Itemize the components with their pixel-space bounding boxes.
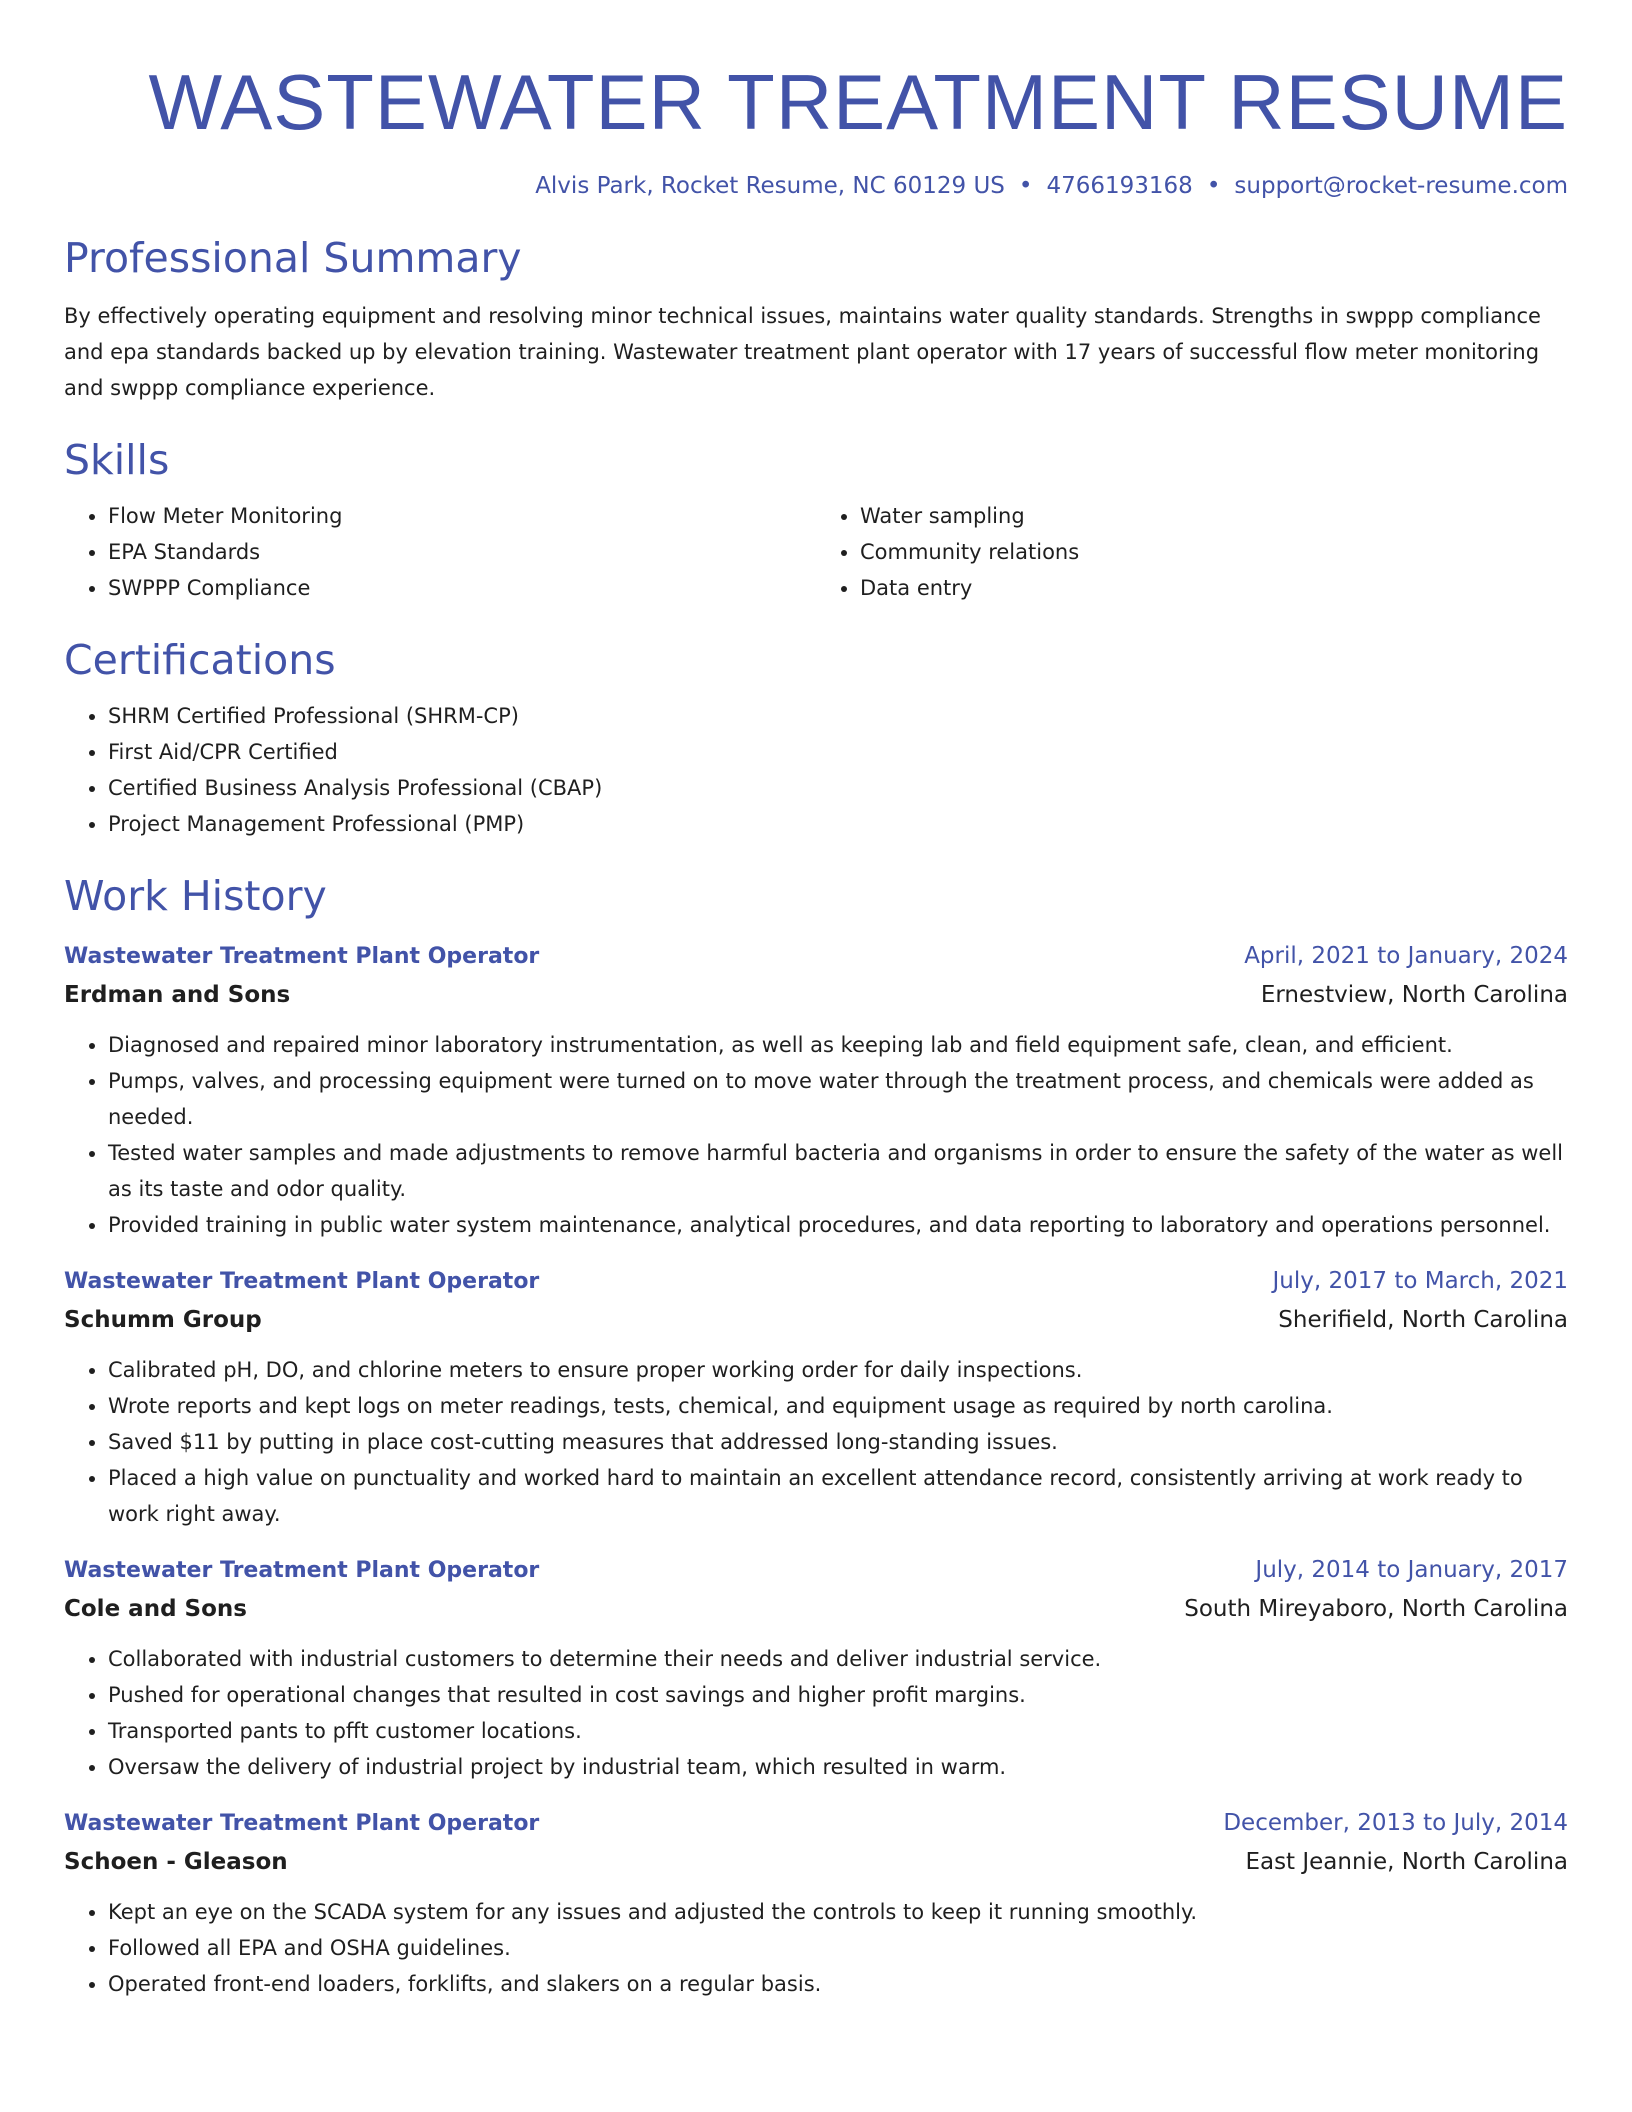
certifications-heading: Certifications	[64, 636, 336, 684]
job-dates: April, 2021 to January, 2024	[1244, 943, 1568, 969]
job-dates: July, 2014 to January, 2017	[1255, 1557, 1568, 1583]
job-title: Wastewater Treatment Plant Operator	[64, 1558, 540, 1583]
job-title: Wastewater Treatment Plant Operator	[64, 1811, 540, 1836]
contact-email: support@rocket-resume.com	[1234, 173, 1568, 199]
skill-item: • Data entry	[860, 570, 1568, 606]
skills-heading: Skills	[64, 436, 170, 484]
job-entry	[64, 1805, 1568, 2002]
skills-columns	[64, 498, 1568, 606]
job-bullets	[64, 1027, 1568, 1243]
job-location: East Jeannie, North Carolina	[1245, 1849, 1568, 1875]
job-location: South Mireyaboro, North Carolina	[1184, 1596, 1568, 1622]
job-bullet: • Collaborated with industrial customers to determine their needs and deliver industrial service.	[108, 1641, 1568, 1677]
job-bullet: • Provided training in public water system maintenance, analytical procedures, and data reporting to laboratory and operations personnel.	[108, 1207, 1568, 1243]
job-bullet: • Operated front-end loaders, forklifts, and slakers on a regular basis.	[108, 1966, 1568, 2002]
job-bullet: • Wrote reports and kept logs on meter readings, tests, chemical, and equipment usage as required by north carolina.	[108, 1388, 1568, 1424]
summary-text: By effectively operating equipment and resolving minor technical issues, maintains water quality standards. Strengths in swppp compliance and epa standards backed up by elevation training. Wastewater treatment plant operator with 17 years of successful flow meter monitoring and swppp compliance experience.	[64, 304, 1541, 400]
contact-address: Alvis Park, Rocket Resume, NC 60129 US	[535, 173, 1005, 199]
certification-item: • SHRM Certified Professional (SHRM-CP)	[108, 698, 1568, 734]
job-bullet: • Oversaw the delivery of industrial project by industrial team, which resulted in warm.	[108, 1749, 1568, 1785]
skill-item: • EPA Standards	[108, 534, 816, 570]
certification-item: • Certified Business Analysis Professional (CBAP)	[108, 770, 1568, 806]
contact-separator: •	[1206, 173, 1221, 199]
job-title: Wastewater Treatment Plant Operator	[64, 944, 540, 969]
job-bullets	[64, 1641, 1568, 1785]
job-location: Sherifield, North Carolina	[1278, 1307, 1568, 1333]
skills-right-list	[816, 498, 1568, 606]
work-history-heading: Work History	[64, 872, 327, 920]
job-company: Erdman and Sons	[64, 982, 291, 1008]
contact-line	[64, 170, 1568, 202]
skills-left-list	[64, 498, 816, 606]
job-company: Schumm Group	[64, 1307, 262, 1333]
job-bullets	[64, 1894, 1568, 2002]
certification-item: • First Aid/CPR Certified	[108, 734, 1568, 770]
skill-item: • Community relations	[860, 534, 1568, 570]
job-bullet: • Pumps, valves, and processing equipment were turned on to move water through the treatment process, and chemicals were added as needed.	[108, 1063, 1568, 1135]
job-company: Schoen - Gleason	[64, 1849, 288, 1875]
job-bullet: • Saved $11 by putting in place cost-cutting measures that addressed long-standing issues.	[108, 1424, 1568, 1460]
job-bullet: • Transported pants to pfft customer locations.	[108, 1713, 1568, 1749]
skill-item: • Flow Meter Monitoring	[108, 498, 816, 534]
job-bullet: • Diagnosed and repaired minor laboratory instrumentation, as well as keeping lab and field equipment safe, clean, and efficient.	[108, 1027, 1568, 1063]
certifications-list	[64, 698, 1568, 842]
summary-heading: Professional Summary	[64, 234, 522, 282]
job-title: Wastewater Treatment Plant Operator	[64, 1269, 540, 1294]
contact-separator: •	[1018, 173, 1033, 199]
job-company: Cole and Sons	[64, 1596, 247, 1622]
skill-item: • SWPPP Compliance	[108, 570, 816, 606]
job-dates: December, 2013 to July, 2014	[1223, 1810, 1568, 1836]
job-bullet: • Calibrated pH, DO, and chlorine meters to ensure proper working order for daily inspections.	[108, 1352, 1568, 1388]
job-entry	[64, 938, 1568, 1243]
job-bullet: • Kept an eye on the SCADA system for any issues and adjusted the controls to keep it running smoothly.	[108, 1894, 1568, 1930]
job-dates: July, 2017 to March, 2021	[1272, 1268, 1568, 1294]
resume-title: WASTEWATER TREATMENT RESUME	[148, 58, 1568, 146]
job-bullet: • Followed all EPA and OSHA guidelines.	[108, 1930, 1568, 1966]
job-bullet: • Pushed for operational changes that resulted in cost savings and higher profit margins.	[108, 1677, 1568, 1713]
contact-phone: 4766193168	[1046, 173, 1193, 199]
job-location: Ernestview, North Carolina	[1260, 982, 1568, 1008]
job-entry	[64, 1263, 1568, 1532]
skill-item: • Water sampling	[860, 498, 1568, 534]
job-entry	[64, 1552, 1568, 1785]
work-history-list	[64, 938, 1568, 2002]
certification-item: • Project Management Professional (PMP)	[108, 806, 1568, 842]
job-bullets	[64, 1352, 1568, 1532]
job-bullet: • Placed a high value on punctuality and worked hard to maintain an excellent attendance record, consistently arriving at work ready to work right away.	[108, 1460, 1568, 1532]
job-bullet: • Tested water samples and made adjustments to remove harmful bacteria and organisms in order to ensure the safety of the water as well as its taste and odor quality.	[108, 1135, 1568, 1207]
